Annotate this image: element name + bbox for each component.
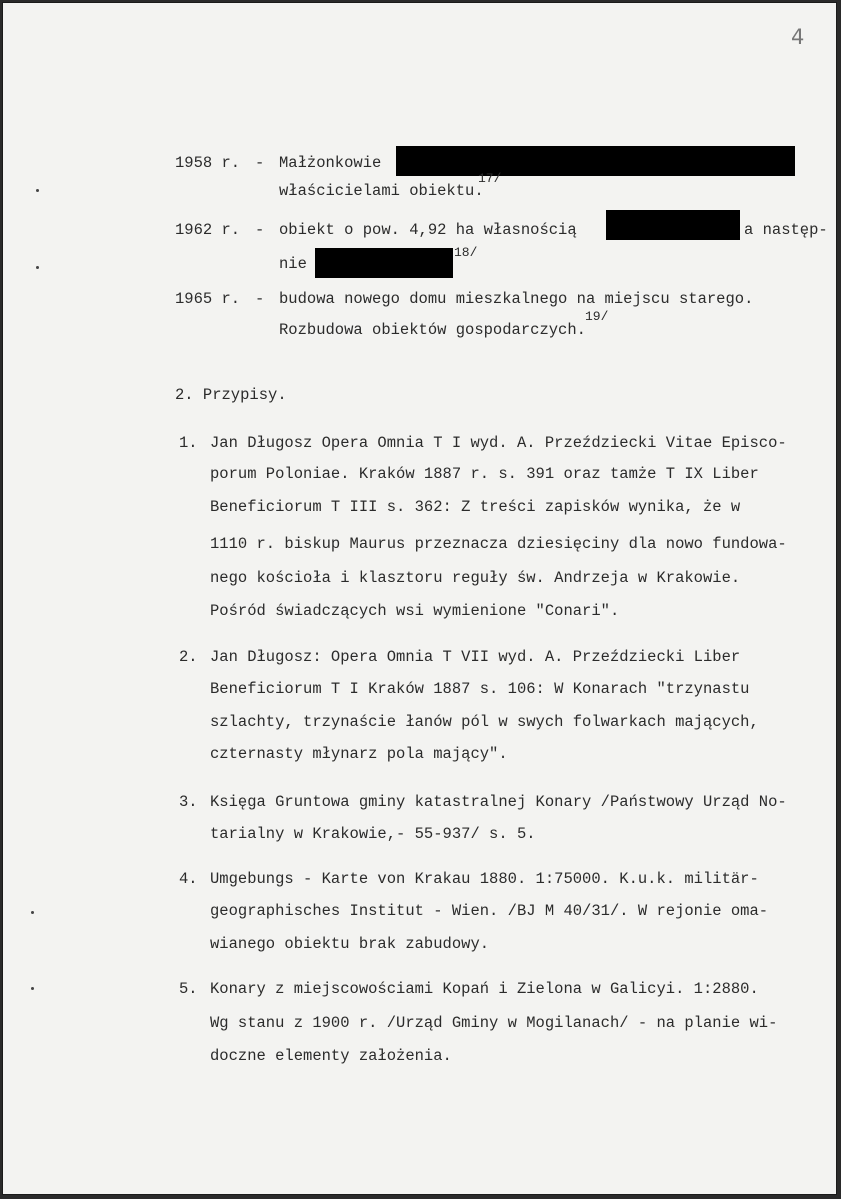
- footnote-line: Jan Długosz Opera Omnia T I wyd. A. Przeździecki Vitae Episco-: [210, 434, 787, 452]
- footnote-line: Umgebungs - Karte von Krakau 1880. 1:75000. K.u.k. militär-: [210, 870, 759, 888]
- chronology-text: obiekt o pow. 4,92 ha własnością: [279, 221, 577, 239]
- chronology-year: 1958 r.: [175, 154, 241, 172]
- section-heading: 2. Przypisy.: [175, 386, 287, 404]
- chronology-text: Małżonkowie: [279, 154, 382, 172]
- footnote-line: Jan Długosz: Opera Omnia T VII wyd. A. Przeździecki Liber: [210, 648, 741, 666]
- chronology-text: właścicielami obiektu.: [279, 182, 484, 200]
- footnote-line: geographisches Institut - Wien. /BJ M 40/31/. W rejonie oma-: [210, 902, 769, 920]
- footnote-line: Pośród świadczących wsi wymienione "Conari".: [210, 602, 620, 620]
- margin-mark: [31, 987, 34, 990]
- margin-mark: [31, 911, 34, 914]
- footnote-ref: 19/: [585, 309, 609, 324]
- footnote-line: nego kościoła i klasztoru reguły św. Andrzeja w Krakowie.: [210, 569, 741, 587]
- footnote-number: 5.: [179, 980, 198, 998]
- footnote-line: doczne elementy założenia.: [210, 1047, 452, 1065]
- redaction-bar: [396, 146, 795, 176]
- footnote-ref: 17/: [478, 171, 502, 186]
- footnote-number: 1.: [179, 434, 198, 452]
- footnote-line: tarialny w Krakowie,- 55-937/ s. 5.: [210, 825, 536, 843]
- chronology-text: a następ-: [744, 221, 828, 239]
- margin-mark: [36, 266, 39, 269]
- footnote-line: czternasty młynarz pola mający".: [210, 745, 508, 763]
- footnote-line: Beneficiorum T III s. 362: Z treści zapisków wynika, że w: [210, 498, 741, 516]
- footnote-line: Konary z miejscowościami Kopań i Zielona w Galicyi. 1:2880.: [210, 980, 759, 998]
- footnote-line: 1110 r. biskup Maurus przeznacza dziesięciny dla nowo fundowa-: [210, 535, 787, 553]
- redaction-bar: [315, 248, 453, 278]
- footnote-ref: 18/: [454, 245, 478, 260]
- footnote-number: 2.: [179, 648, 198, 666]
- footnote-line: porum Poloniae. Kraków 1887 r. s. 391 oraz tamże T IX Liber: [210, 465, 759, 483]
- footnote-line: Księga Gruntowa gminy katastralnej Konary /Państwowy Urząd No-: [210, 793, 787, 811]
- chronology-year: 1962 r.: [175, 221, 241, 239]
- page-number: 4: [791, 25, 805, 49]
- margin-mark: [36, 189, 39, 192]
- chronology-dash: -: [255, 290, 265, 308]
- footnote-number: 4.: [179, 870, 198, 888]
- footnote-line: wianego obiektu brak zabudowy.: [210, 935, 490, 953]
- footnote-line: Beneficiorum T I Kraków 1887 s. 106: W Konarach "trzynastu: [210, 680, 750, 698]
- footnote-line: szlachty, trzynaście łanów pól w swych folwarkach mających,: [210, 713, 759, 731]
- chronology-text: Rozbudowa obiektów gospodarczych.: [279, 321, 586, 339]
- chronology-dash: -: [255, 221, 265, 239]
- document-page: [2, 2, 837, 1195]
- footnote-number: 3.: [179, 793, 198, 811]
- footnote-line: Wg stanu z 1900 r. /Urząd Gminy w Mogilanach/ - na planie wi-: [210, 1014, 778, 1032]
- redaction-bar: [606, 210, 740, 240]
- chronology-text: budowa nowego domu mieszkalnego na miejscu starego.: [279, 290, 754, 308]
- chronology-text: nie: [279, 255, 307, 273]
- chronology-dash: -: [255, 154, 265, 172]
- chronology-year: 1965 r.: [175, 290, 241, 308]
